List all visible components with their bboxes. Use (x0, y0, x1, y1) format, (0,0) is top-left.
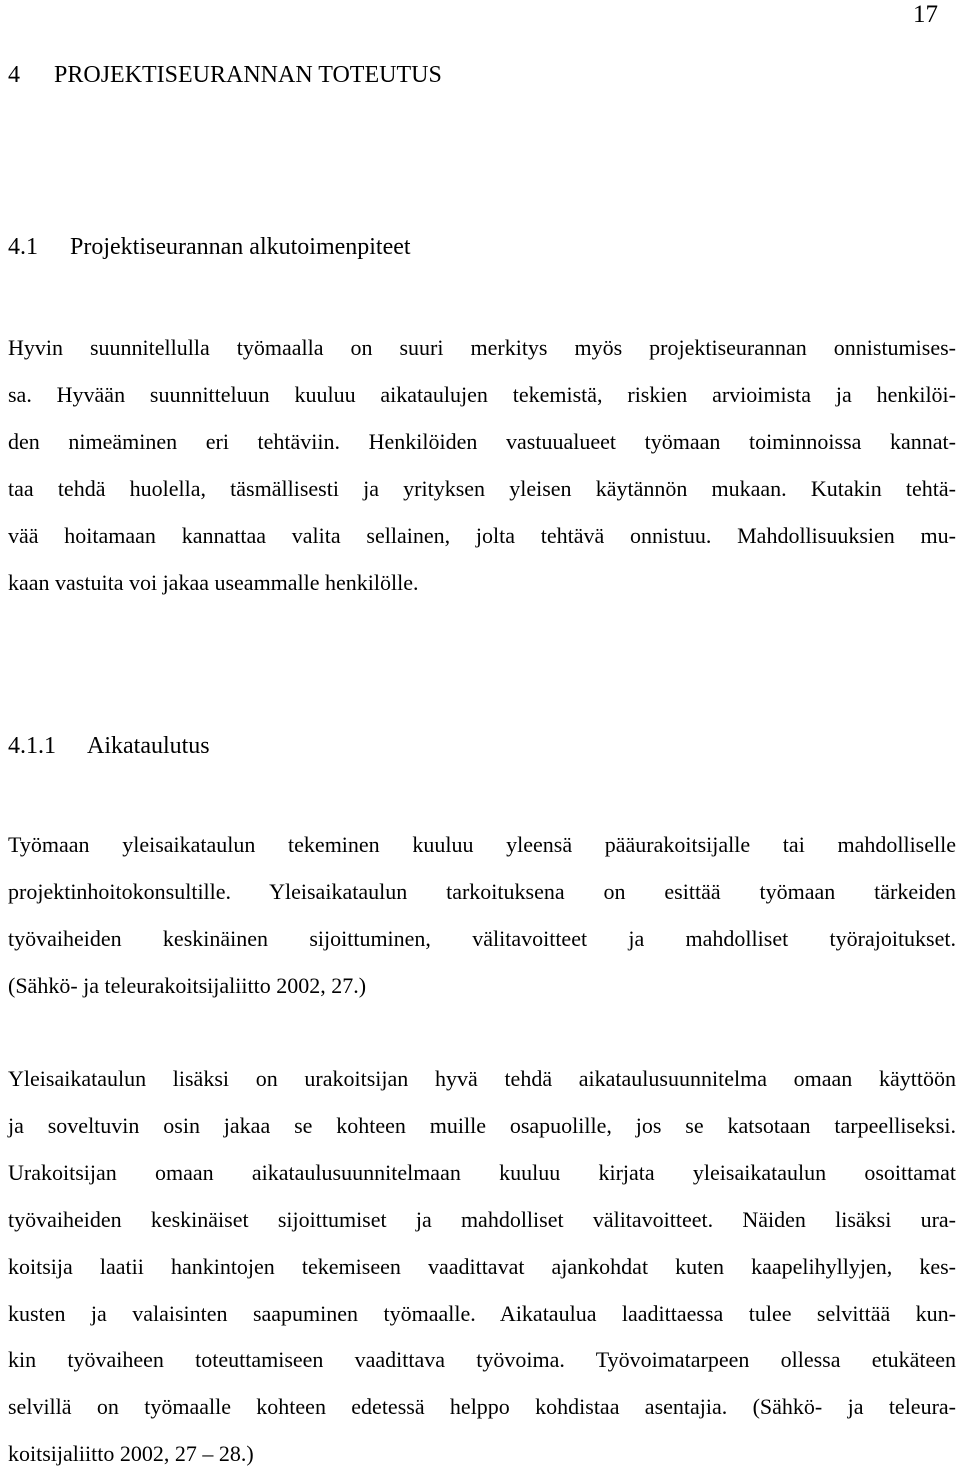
paragraph-line: koitsija laatii hankintojen tekemiseen vaadittavat ajankohdat kuten kaapelihyllyjen, kes- (8, 1253, 956, 1279)
paragraph-contractor-schedule (8, 1056, 956, 1478)
paragraph-intro (8, 325, 956, 606)
paragraph-line: Yleisaikataulun lisäksi on urakoitsijan hyvä tehdä aikataulusuunnitelma omaan käyttöön (8, 1066, 956, 1091)
page-number: 17 (913, 1, 938, 28)
section-heading (8, 232, 411, 262)
paragraph-line: vää hoitamaan kannattaa valita sellainen, jolta tehtävä onnistuu. Mahdollisuuksien mu- (8, 522, 956, 548)
paragraph-line: sa. Hyvään suunnitteluun kuuluu aikataulujen tekemistä, riskien arvioimista ja henkilöi- (8, 381, 956, 407)
section-number: 4.1 (8, 234, 38, 260)
paragraph-line: taa tehdä huolella, täsmällisesti ja yrityksen yleisen käytännön mukaan. Kutakin tehtä- (8, 475, 956, 501)
subsection-number: 4.1.1 (8, 733, 56, 759)
paragraph-line: kusten ja valaisinten saapuminen työmaalle. Aikataulua laadittaessa tulee selvittää kun- (8, 1300, 956, 1326)
paragraph-line: selvillä on työmaalle kohteen edetessä helppo kohdistaa asentajia. (Sähkö- ja teleura- (8, 1394, 956, 1420)
paragraph-line: Hyvin suunnitellulla työmaalla on suuri merkitys myös projektiseurannan onnistumises- (8, 335, 956, 360)
paragraph-line: (Sähkö- ja teleurakoitsijaliitto 2002, 27.) (8, 972, 367, 998)
chapter-heading (8, 60, 442, 90)
subsection-title: Aikataulutus (87, 733, 210, 759)
section-title: Projektiseurannan alkutoimenpiteet (70, 234, 411, 260)
paragraph-line: Työmaan yleisaikataulun tekeminen kuuluu yleensä pääurakoitsijalle tai mahdolliselle (8, 832, 956, 857)
paragraph-line: työvaiheiden keskinäinen sijoittuminen, välitavoitteet ja mahdolliset työrajoitukset. (8, 925, 956, 951)
paragraph-schedule (8, 822, 956, 1010)
paragraph-line: koitsijaliitto 2002, 27 – 28.) (8, 1441, 254, 1467)
paragraph-line: kin työvaiheen toteuttamiseen vaadittava työvoima. Työvoimatarpeen ollessa etukäteen (8, 1347, 956, 1373)
chapter-title: PROJEKTISEURANNAN TOTEUTUS (54, 62, 442, 88)
chapter-number: 4 (8, 62, 20, 88)
paragraph-line: ja soveltuvin osin jakaa se kohteen muille osapuolille, jos se katsotaan tarpeelliseksi. (8, 1112, 956, 1138)
paragraph-line: projektinhoitokonsultille. Yleisaikataulun tarkoituksena on esittää työmaan tärkeiden (8, 878, 956, 904)
paragraph-line: kaan vastuita voi jakaa useammalle henkilölle. (8, 569, 419, 595)
paragraph-line: Urakoitsijan omaan aikataulusuunnitelmaan kuuluu kirjata yleisaikataulun osoittamat (8, 1159, 956, 1185)
subsection-heading (8, 731, 210, 761)
paragraph-line: työvaiheiden keskinäiset sijoittumiset ja mahdolliset välitavoitteet. Näiden lisäksi ura- (8, 1206, 956, 1232)
paragraph-line: den nimeäminen eri tehtäviin. Henkilöiden vastuualueet työmaan toiminnoissa kannat- (8, 428, 956, 454)
